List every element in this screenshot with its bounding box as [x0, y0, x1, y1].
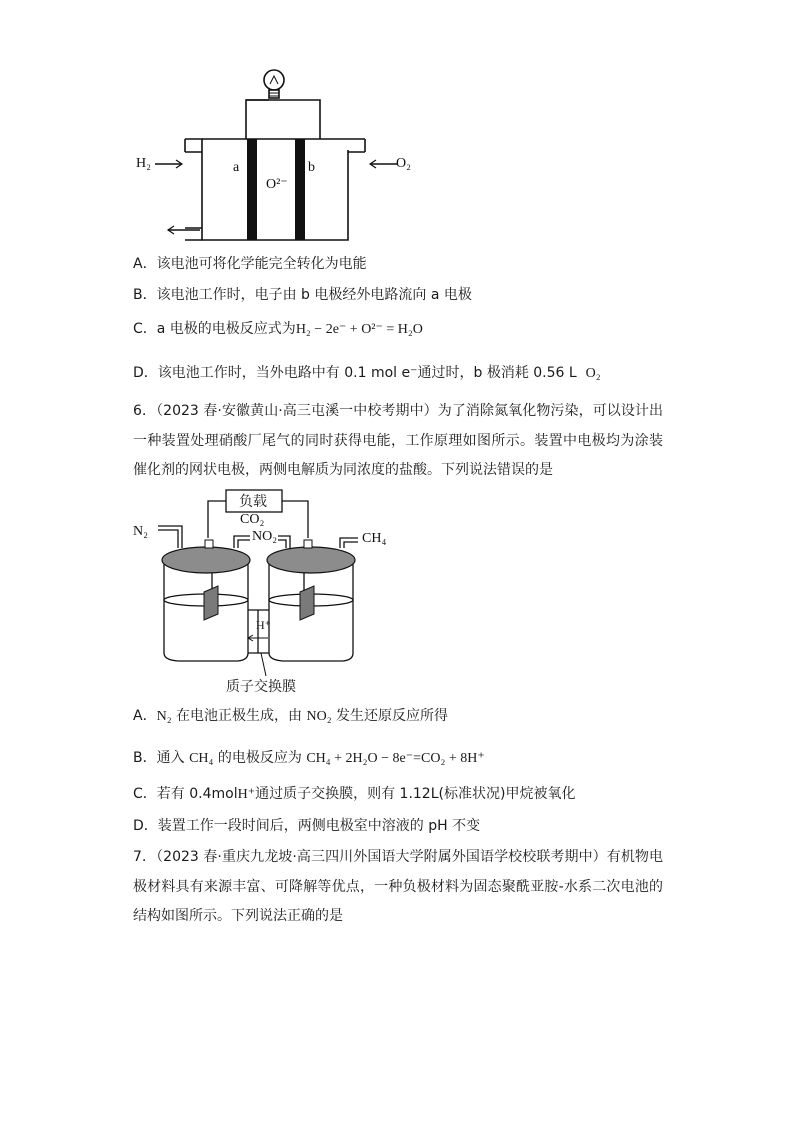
q6-stem: 6．（2023 春·安徽黄山·高三屯溪一中校考期中）为了消除氮氧化物污染，可以设计出一种装置处理硝酸厂尾气的同时获得电能，工作原理如图所示。装置中电极均为涂装催化剂的网状电极，两侧电解质为同浓度的盐酸。下列说法错误的是 — [133, 403, 663, 478]
q5-option-d-formula: O₂ — [585, 366, 601, 381]
q6-option-b-mid: 的电极反应为 — [213, 750, 307, 766]
q6-option-c-formula-hplus: H⁺ — [237, 787, 256, 802]
q6-option-b-label: B．通入 — [133, 750, 190, 766]
q6-option-a-formula-n2: N₂ — [156, 709, 172, 724]
right-lid — [267, 547, 355, 573]
q7-stem: 7．（2023 春·重庆九龙坡·高三四川外国语大学附属外国语学校校联考期中）有机物电极材料具有来源丰富、可降解等优点，一种负极材料为固态聚酰亚胺-水系二次电池的结构如图所示。下列说法正确的是 — [133, 849, 663, 924]
q5-option-b: B．该电池工作时，电子由 b 电极经外电路流向 a 电极 — [133, 287, 472, 303]
q5-option-c-text: C．a 电极的电极反应式为 — [133, 321, 296, 337]
fuel-cell-drawing — [130, 60, 430, 250]
ch4-label: CH₄ — [362, 531, 387, 546]
electrode-b — [295, 139, 305, 240]
q6-option-c-tail: 通过质子交换膜，则有 1.12L(标准状况)甲烷被氧化 — [255, 786, 576, 802]
load-label: 负载 — [239, 494, 267, 510]
membrane-label: 质子交换膜 — [226, 679, 296, 695]
q6-option-a-mid: 在电池正极生成，由 — [171, 708, 307, 724]
left-lid — [162, 547, 250, 573]
oxide-ion-label: O²⁻ — [266, 177, 288, 192]
q6-option-c — [133, 784, 575, 805]
h2-label: H₂ — [136, 156, 151, 171]
q5-option-d-text: D．该电池工作时，当外电路中有 0.1 mol e⁻通过时，b 极消耗 0.56 L — [133, 365, 577, 381]
left-electrode — [204, 586, 218, 620]
n2-label: N₂ — [133, 524, 148, 539]
no2-label: NO₂ — [252, 529, 278, 544]
q6-option-a-tail: 发生还原反应所得 — [331, 708, 449, 724]
q6-option-d: D．装置工作一段时间后，两侧电极室中溶液的 pH 不变 — [133, 818, 481, 834]
fuel-cell-diagram — [130, 60, 430, 250]
right-electrode — [300, 586, 314, 620]
no2-ch4-cell-diagram — [128, 488, 398, 698]
hplus-label: H⁺ — [256, 618, 271, 632]
bulb-glass — [264, 70, 284, 90]
electrode-b-label: b — [308, 160, 315, 175]
q5-option-d — [133, 363, 601, 384]
electrode-a — [247, 139, 257, 240]
co2-label: CO₂ — [240, 512, 265, 527]
electrode-a-label: a — [233, 160, 240, 175]
q6-option-a — [133, 706, 448, 727]
q6-option-c-label: C．若有 0.4mol — [133, 786, 238, 802]
q5-option-a: A．该电池可将化学能完全转化为电能 — [133, 256, 367, 272]
o2-label: O₂ — [396, 156, 411, 171]
q6-option-b-formula-ch4: CH₄ — [189, 751, 214, 766]
q6-option-b — [133, 748, 485, 769]
q5-option-c — [133, 319, 423, 340]
q6-option-a-formula-no2: NO₂ — [306, 709, 332, 724]
q6-option-a-label: A． — [133, 708, 157, 724]
q6-option-b-equation: CH₄ + 2H₂O − 8e⁻=CO₂ + 8H⁺ — [306, 751, 485, 766]
q5-option-c-formula: H₂ − 2e⁻ + O²⁻ = H₂O — [295, 322, 423, 337]
